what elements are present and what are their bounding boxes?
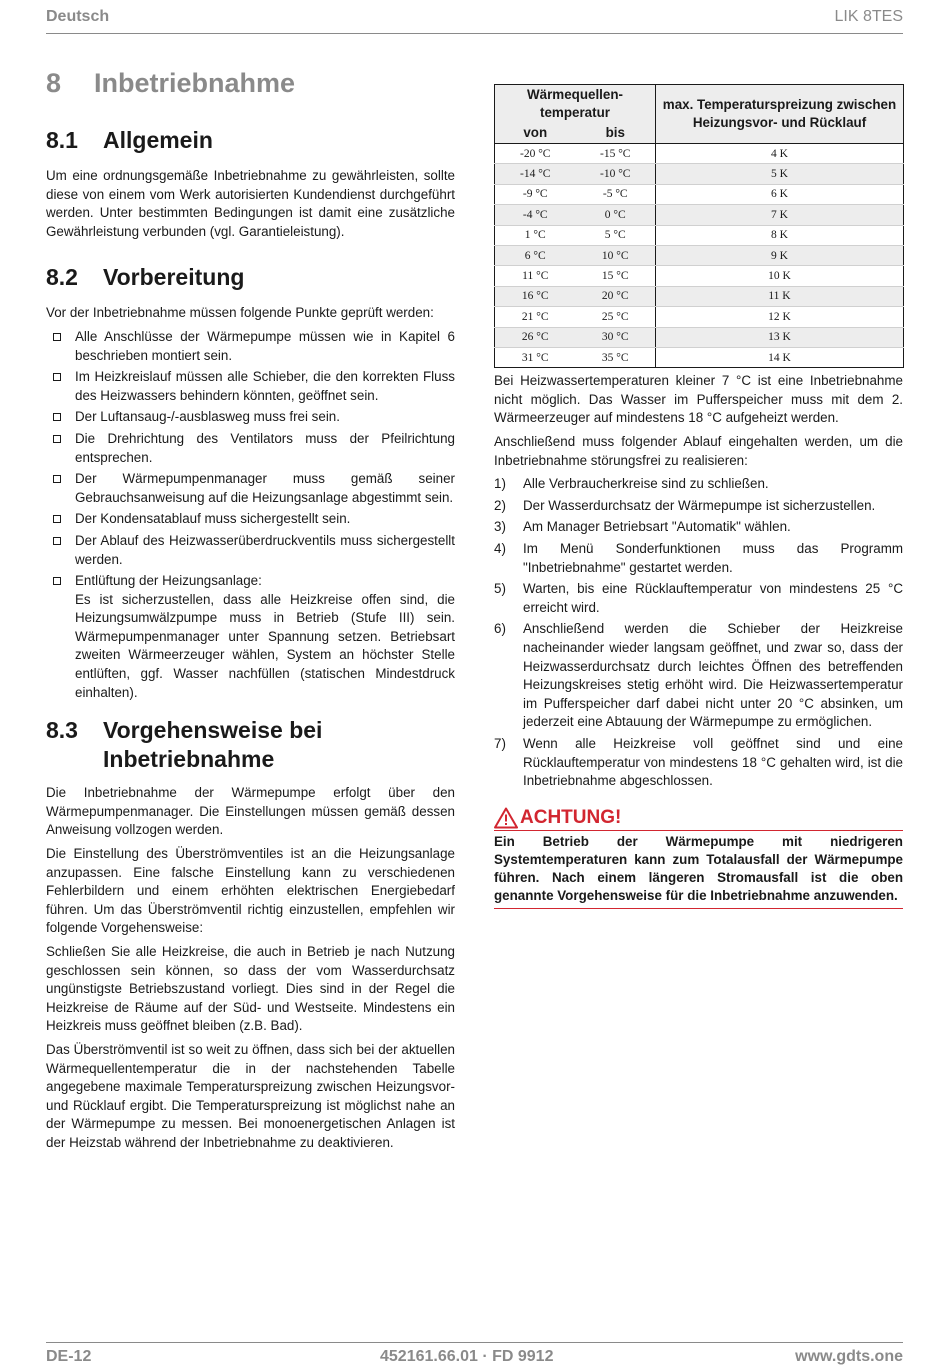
header-language: Deutsch <box>46 8 110 25</box>
bullet-square-icon <box>53 515 61 523</box>
table-cell-from: -4 °C <box>495 205 576 225</box>
left-column <box>46 68 455 1158</box>
table-cell-spread: 7 K <box>656 205 904 225</box>
right-column <box>494 84 903 909</box>
table-row <box>495 307 904 327</box>
table-cell-spread: 10 K <box>656 266 904 286</box>
table-cell-from: -14 °C <box>495 164 576 184</box>
chapter-number: 8 <box>46 68 62 98</box>
table-cell-from: 21 °C <box>495 307 576 327</box>
list-item <box>46 470 455 507</box>
header-model: LIK 8TES <box>834 8 903 25</box>
bullet-square-icon <box>53 413 61 421</box>
table-row <box>495 245 904 265</box>
table-cell-spread: 6 K <box>656 184 904 204</box>
step-text: Am Manager Betriebsart "Automatik" wählen. <box>523 519 791 535</box>
table-cell-spread: 8 K <box>656 225 904 245</box>
table-row <box>495 347 904 367</box>
section-8-3-paragraph: Das Überströmventil ist so weit zu öffnen, dass sich bei der aktuellen Wärmequellentemperatur die in der nachstehenden Tabelle angegebene maximale Temperaturspreizung zwischen Heizungsvor- und Rücklauf ergibt. Die Temperaturspreizung ist möglichst nahe an der Wärmepumpe zu messen. Bei monoenergetischen Anlagen ist der Heizstab während der Inbetriebnahme zu deaktivieren. <box>46 1041 455 1150</box>
table-row <box>495 205 904 225</box>
table-row <box>495 225 904 245</box>
section-number: 8.1 <box>46 127 78 153</box>
table-cell-to: 30 °C <box>576 327 656 347</box>
table-cell-from: 6 °C <box>495 245 576 265</box>
step-text: Anschließend werden die Schieber der Heizkreise nacheinander wieder langsam geöffnet, und zwar so, dass der Heizwasserdurchsatz durch leichtes Öffnen des betreffenden Heizungskreises stetig erhöht wird. Die Heizwassertemperatur im Pufferspeicher darf dabei nicht unter 20 °C absinken, um jederzeit eine Abtauung der Wärmepumpe zu ermöglichen. <box>523 621 903 730</box>
table-row <box>495 144 904 164</box>
table-cell-from: 11 °C <box>495 266 576 286</box>
list-item <box>494 540 903 577</box>
list-item <box>494 580 903 617</box>
list-item-text: Der Luftansaug-/-ausblasweg muss frei sein. <box>75 409 340 425</box>
section-title: Vorbereitung <box>103 264 245 291</box>
preparation-checklist <box>46 328 455 702</box>
list-item <box>494 735 903 791</box>
table-header-max-spread: max. Temperaturspreizung zwischen Heizungsvor- und Rücklauf <box>656 85 904 144</box>
list-item-text: Alle Anschlüsse der Wärmepumpe müssen wie in Kapitel 6 beschrieben montiert sein. <box>75 328 455 363</box>
section-8-2-heading <box>46 263 455 292</box>
bullet-square-icon <box>53 577 61 585</box>
table-cell-spread: 14 K <box>656 347 904 367</box>
step-number: 1) <box>494 476 506 492</box>
table-cell-spread: 9 K <box>656 245 904 265</box>
section-8-3-paragraph: Schließen Sie alle Heizkreise, die auch in Betrieb je nach Nutzung geschlossen sein können, so dass der vom Wasserdurchsatz ungünstigste Betriebszustand vorliegt. Dies sind in der Regel die Heizkreise de Räume auf der Süd- und Westseite. Mindestens ein Heizkreis muss geöffnet bleiben (z.B. Bad). <box>46 944 455 1034</box>
right-paragraph: Bei Heizwassertemperaturen kleiner 7 °C ist eine Inbetriebnahme nicht möglich. Das Wasser im Pufferspeicher muss mit dem 2. Wärmeerzeuger auf mindestens 18 °C aufgeheizt werden. <box>494 373 903 426</box>
step-number: 4) <box>494 541 506 557</box>
right-paragraph: Anschließend muss folgender Ablauf eingehalten werden, um die Inbetriebnahme störungsfrei zu realisieren: <box>494 434 903 468</box>
table-row <box>495 164 904 184</box>
list-item <box>46 408 455 427</box>
step-number: 6) <box>494 621 506 637</box>
table-row <box>495 327 904 347</box>
section-number: 8.3 <box>46 717 78 744</box>
warning-text: Ein Betrieb der Wärmepumpe mit niedrigeren Systemtemperaturen kann zum Totalausfall der Wärmepumpe führen. Nach einem längeren Stromausfall ist die oben genannte Vorgehensweise für die Inbetriebnahme anzuwenden. <box>494 831 903 909</box>
table-cell-from: 31 °C <box>495 347 576 367</box>
list-item-text: Der Kondensatablauf muss sichergestellt sein. <box>75 511 351 527</box>
table-cell-to: 0 °C <box>576 205 656 225</box>
page-header <box>46 6 903 34</box>
table-row <box>495 184 904 204</box>
footer-website: www.gdts.one <box>795 1348 903 1365</box>
section-8-2-intro: Vor der Inbetriebnahme müssen folgende Punkte geprüft werden: <box>46 305 434 321</box>
table-cell-from: -9 °C <box>495 184 576 204</box>
section-8-1-heading <box>46 126 455 155</box>
list-item <box>494 497 903 516</box>
temperature-spread-table <box>494 84 904 368</box>
table-cell-to: 5 °C <box>576 225 656 245</box>
table-cell-spread: 5 K <box>656 164 904 184</box>
list-item-detail: Es ist sicherzustellen, dass alle Heizkreise offen sind, die Heizungsumwälzpumpe muss in Betrieb (Stufe III) sein. Wärmepumpenmanager unter Spannung setzen. Betriebsart zweiten Wärmeerzeuger wählen, System an höchster Stelle entlüften, ggf. Wasser nachfüllen (statischen Mindestdruck einhalten). <box>75 591 455 700</box>
step-number: 3) <box>494 519 506 535</box>
table-cell-to: -5 °C <box>576 184 656 204</box>
table-cell-spread: 12 K <box>656 307 904 327</box>
table-header-from: von <box>495 123 576 144</box>
table-cell-to: 20 °C <box>576 286 656 306</box>
chapter-title <box>46 68 455 102</box>
table-header-to: bis <box>576 123 656 144</box>
list-item <box>494 518 903 537</box>
list-item <box>46 368 455 405</box>
step-text: Warten, bis eine Rücklauftemperatur von mindestens 25 °C erreicht wird. <box>523 581 903 615</box>
list-item-text: Im Heizkreislauf müssen alle Schieber, die den korrekten Fluss des Heizwassers behindern könnten, geöffnet sein. <box>75 369 455 403</box>
step-text: Alle Verbraucherkreise sind zu schließen. <box>523 476 769 492</box>
bullet-square-icon <box>53 373 61 381</box>
table-header-source-temp: Wärmequellen-temperatur <box>495 85 656 124</box>
table-cell-from: 16 °C <box>495 286 576 306</box>
warning-heading <box>494 807 903 831</box>
table-cell-from: 26 °C <box>495 327 576 347</box>
step-number: 2) <box>494 497 506 513</box>
step-text: Der Wasserdurchsatz der Wärmepumpe ist sicherzustellen. <box>523 497 876 513</box>
table-cell-spread: 13 K <box>656 327 904 347</box>
section-title-line: Vorgehensweise bei <box>103 717 323 744</box>
section-number: 8.2 <box>46 264 78 291</box>
table-cell-spread: 11 K <box>656 286 904 306</box>
table-row <box>495 266 904 286</box>
section-8-3-paragraph: Die Inbetriebnahme der Wärmepumpe erfolgt über den Wärmepumpenmanager. Die Einstellungen müssen gemäß dessen Anweisung vollzogen werden. <box>46 785 455 838</box>
chapter-title-text: Inbetriebnahme <box>94 68 296 98</box>
step-text: Im Menü Sonderfunktionen muss das Programm "Inbetriebnahme" gestartet werden. <box>523 541 903 575</box>
list-item-text: Die Drehrichtung des Ventilators muss der Pfeilrichtung entsprechen. <box>75 430 455 465</box>
list-item <box>46 430 455 467</box>
table-cell-spread: 4 K <box>656 144 904 164</box>
section-8-3-heading <box>46 716 455 774</box>
section-8-3-paragraph: Die Einstellung des Überströmventiles ist an die Heizungsanlage anzupassen. Eine falsche Einstellung kann zu verschiedenen Fehlerbildern und einem erhöhten elektrischen Energiebedarf führen. Um das Überströmventil richtig einzustellen, empfehlen wir folgende Vorgehensweise: <box>46 846 455 936</box>
section-title: Allgemein <box>103 127 213 153</box>
page-footer <box>46 1342 903 1370</box>
bullet-square-icon <box>53 537 61 545</box>
bullet-square-icon <box>53 333 61 341</box>
footer-doc-number: 452161.66.01 · FD 9912 <box>380 1348 554 1365</box>
list-item-text: Der Ablauf des Heizwasserüberdruckventils muss sichergestellt werden. <box>75 532 455 567</box>
footer-page-number: DE-12 <box>46 1348 92 1365</box>
warning-title: ACHTUNG! <box>520 807 622 829</box>
list-item <box>46 510 455 529</box>
table-cell-to: 15 °C <box>576 266 656 286</box>
section-title <box>103 716 322 774</box>
section-8-1-paragraph: Um eine ordnungsgemäße Inbetriebnahme zu gewährleisten, sollte diese von einem vom Werk autorisierten Kundendienst durchgeführt werden. Unter bestimmten Bedingungen ist damit eine zusätzliche Gewährleistung verbunden (vgl. Garantieleistung). <box>46 168 455 239</box>
table-cell-to: -15 °C <box>576 144 656 164</box>
list-item <box>46 328 455 365</box>
warning-triangle-icon <box>494 807 518 829</box>
list-item <box>494 620 903 732</box>
step-text: Wenn alle Heizkreise voll geöffnet sind und eine Rücklauftemperatur von mindestens 18 °C gehalten wird, ist die Inbetriebnahme abgeschlossen. <box>523 735 903 789</box>
table-cell-from: -20 °C <box>495 144 576 164</box>
list-item-text: Der Wärmepumpenmanager muss gemäß seiner Gebrauchsanweisung auf die Heizungsanlage abgestimmt sein. <box>75 471 455 505</box>
bullet-square-icon <box>53 475 61 483</box>
bullet-square-icon <box>53 435 61 443</box>
table-cell-to: -10 °C <box>576 164 656 184</box>
list-item-text: Entlüftung der Heizungsanlage: <box>75 573 262 589</box>
section-title-line: Inbetriebnahme <box>103 746 275 773</box>
commissioning-steps <box>494 475 903 791</box>
list-item <box>46 572 455 702</box>
list-item <box>494 475 903 494</box>
step-number: 5) <box>494 581 506 597</box>
step-number: 7) <box>494 735 506 751</box>
table-body <box>495 144 904 368</box>
table-cell-from: 1 °C <box>495 225 576 245</box>
table-cell-to: 10 °C <box>576 245 656 265</box>
table-cell-to: 25 °C <box>576 307 656 327</box>
table-row <box>495 286 904 306</box>
list-item <box>46 532 455 569</box>
table-cell-to: 35 °C <box>576 347 656 367</box>
